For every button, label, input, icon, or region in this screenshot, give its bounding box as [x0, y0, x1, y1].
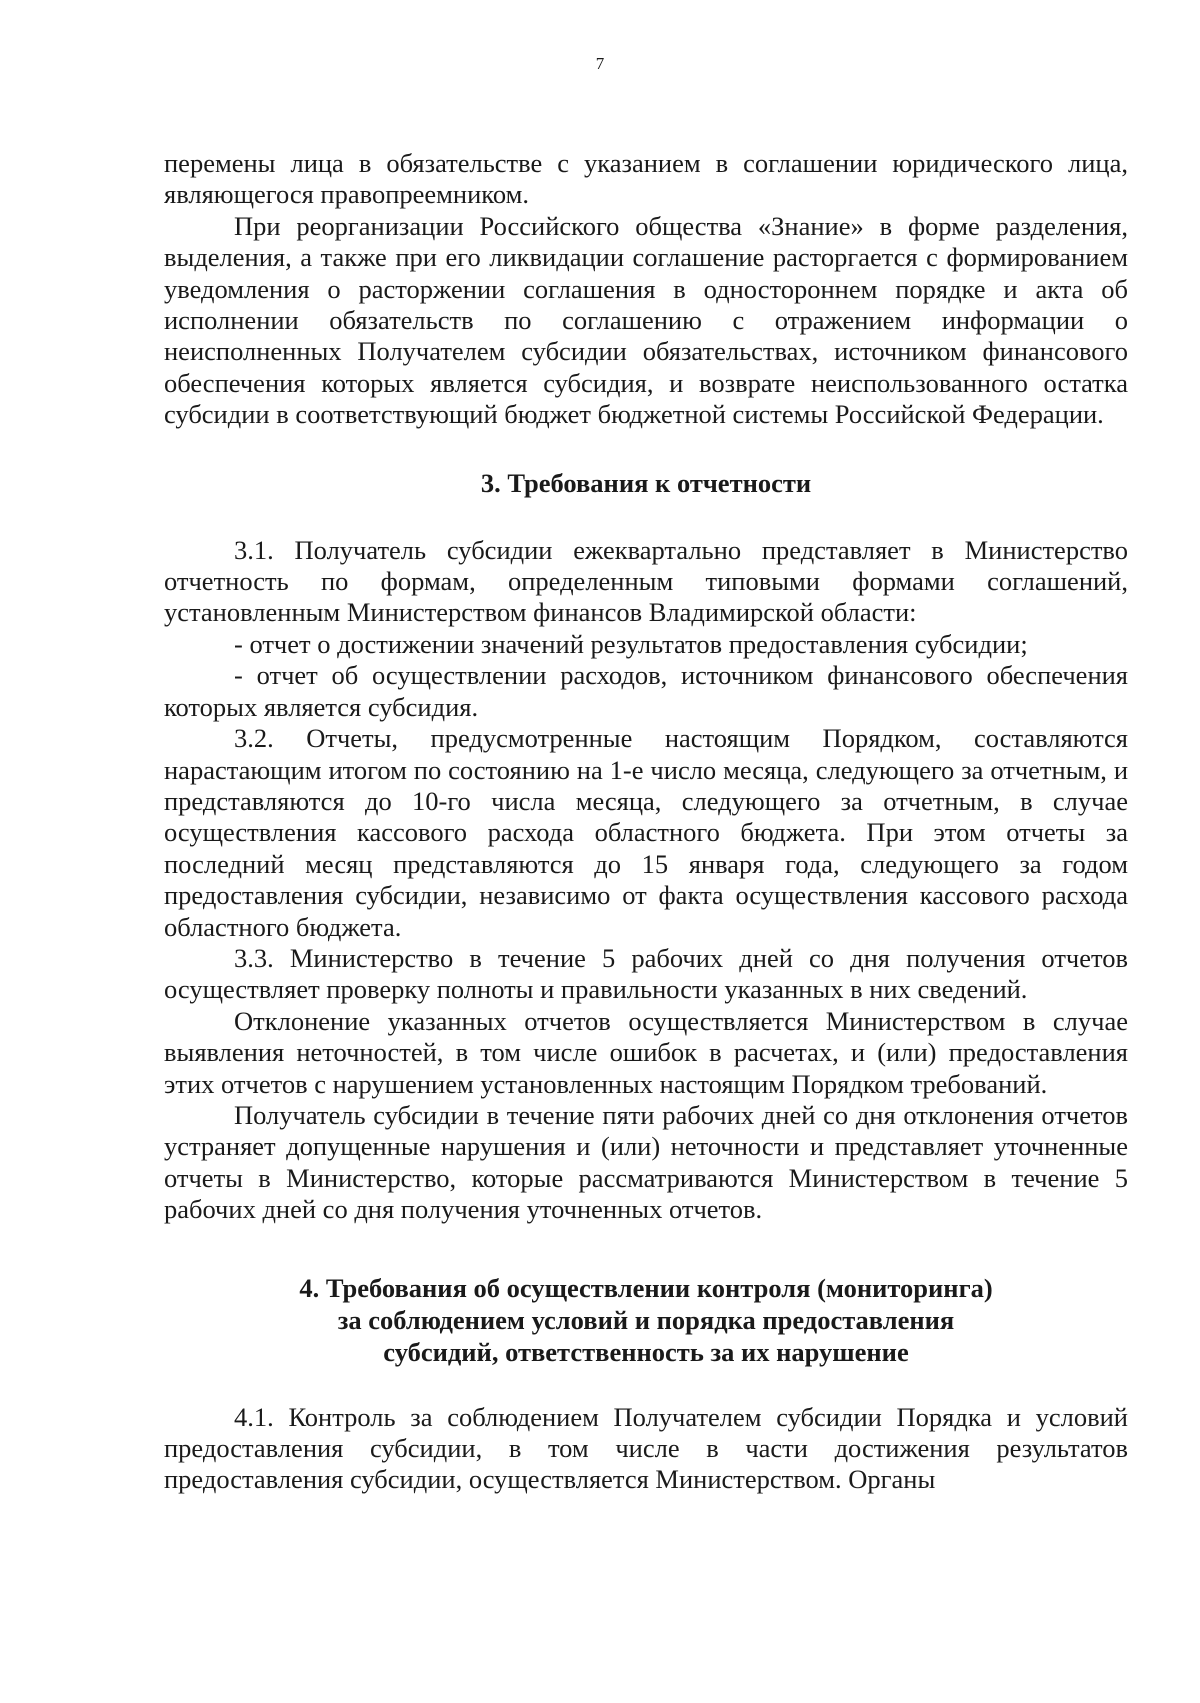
- page-number: 7: [595, 54, 605, 73]
- section-4-heading-line: 4. Требования об осуществлении контроля (мониторинга): [299, 1272, 993, 1303]
- paragraph: перемены лица в обязательстве с указанием в соглашении юридического лица, являющегося правопреемником.: [164, 148, 1128, 210]
- section-4-heading-line: субсидий, ответственность за их нарушение: [383, 1336, 909, 1367]
- paragraph: При реорганизации Российского общества «Знание» в форме разделения, выделения, а также при его ликвидации соглашение расторгается с формированием уведомления о расторжении соглашения в одностороннем порядке и акта об исполнении обязательств по соглашению с отражением информации о неисполненных Получателем субсидии обязательствах, источником финансового обеспечения которых является субсидия, и возврате неиспользованного остатка субсидии в соответствующий бюджет бюджетной системы Российской Федерации.: [164, 210, 1128, 430]
- section-4-heading: [164, 1272, 1128, 1368]
- list-item-report-expenses: - отчет об осуществлении расходов, источником финансового обеспечения которых является субсидия.: [164, 660, 1128, 722]
- paragraph: Отклонение указанных отчетов осуществляется Министерством в случае выявления неточностей, в том числе ошибок в расчетах, и (или) предоставления этих отчетов с нарушением установленных настоящим Порядком требований.: [164, 1005, 1128, 1099]
- list-item-report-results: - отчет о достижении значений результатов предоставления субсидии;: [234, 628, 1028, 659]
- paragraph-3-1: 3.1. Получатель субсидии ежеквартально представляет в Министерство отчетность по формам, определенным типовыми формами соглашений, установленным Министерством финансов Владимирской области:: [164, 534, 1128, 628]
- paragraph-3-2: 3.2. Отчеты, предусмотренные настоящим Порядком, составляются нарастающим итогом по состоянию на 1-е число месяца, следующего за отчетным, и представляются до 10-го числа месяца, следующего за отчетным, в случае осуществления кассового расхода областного бюджета. При этом отчеты за последний месяц представляются до 15 января года, следующего за годом предоставления субсидии, независимо от факта осуществления кассового расхода областного бюджета.: [164, 723, 1128, 942]
- paragraph: Получатель субсидии в течение пяти рабочих дней со дня отклонения отчетов устраняет допущенные нарушения и (или) неточности и представляет уточненные отчеты в Министерство, которые рассматриваются Министерством в течение 5 рабочих дней со дня получения уточненных отчетов.: [164, 1099, 1128, 1225]
- document-body: [164, 148, 1128, 1496]
- paragraph-4-1: 4.1. Контроль за соблюдением Получателем субсидии Порядка и условий предоставления субсидии, в том числе в части достижения результатов предоставления субсидии, осуществляется Министерством. Органы: [164, 1401, 1128, 1495]
- section-4-heading-line: за соблюдением условий и порядка предоставления: [337, 1304, 955, 1335]
- section-3-heading: 3. Требования к отчетности: [480, 467, 812, 498]
- paragraph-3-3: 3.3. Министерство в течение 5 рабочих дней со дня получения отчетов осуществляет проверку полноты и правильности указанных в них сведений.: [164, 942, 1128, 1005]
